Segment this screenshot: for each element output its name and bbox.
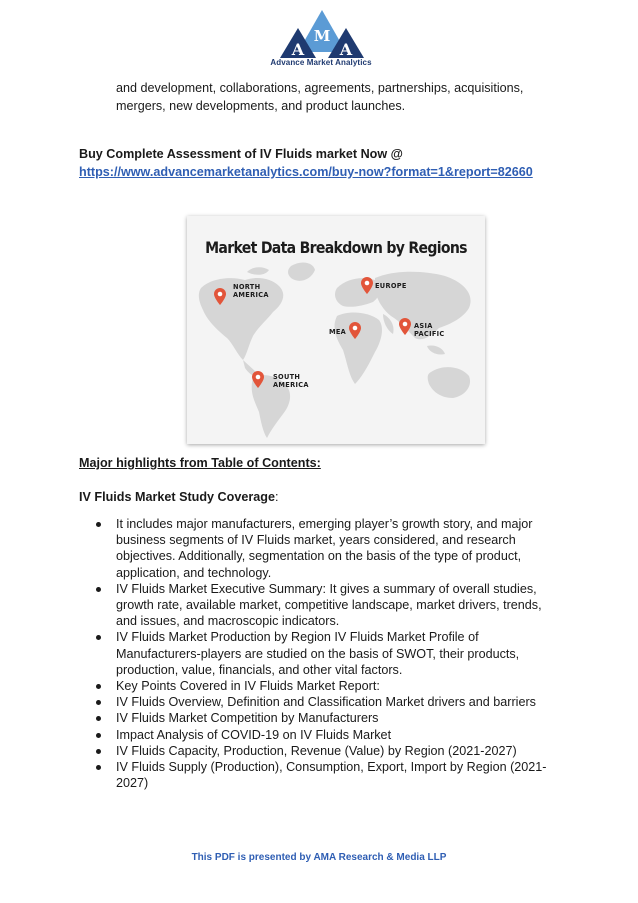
list-item: Key Points Covered in IV Fluids Market Report: — [79, 678, 559, 694]
list-item: IV Fluids Market Production by Region IV Fluids Market Profile of Manufacturers-players are studied on the basis of SWOT, their products, production, value, financials, and other vital factors. — [79, 629, 559, 678]
region-label-south-america — [273, 373, 309, 389]
list-item: IV Fluids Market Executive Summary: It gives a summary of overall studies, growth rate, available market, competitive landscape, market drivers, trends, and issues, and macroscopic indicators. — [79, 581, 559, 630]
location-pin-icon — [399, 318, 411, 335]
region-label-line: ASIA — [414, 322, 433, 330]
location-pin-icon — [252, 371, 264, 388]
region-label-line: MEA — [329, 328, 347, 336]
region-label-europe — [375, 282, 407, 290]
region-label-line: NORTH — [233, 283, 261, 291]
logo-caption: Advance Market Analytics — [270, 58, 372, 67]
coverage-suffix: : — [274, 490, 279, 504]
list-item: IV Fluids Market Competition by Manufacturers — [79, 710, 559, 726]
coverage-heading — [79, 490, 278, 504]
map-title: Market Data Breakdown by Regions — [205, 238, 467, 257]
region-label-line: PACIFIC — [414, 330, 445, 338]
location-pin-icon — [361, 277, 373, 294]
buy-title: Buy Complete Assessment of IV Fluids market Now @ — [79, 147, 403, 161]
region-label-line: AMERICA — [273, 381, 309, 389]
region-label-asia-pacific — [414, 322, 445, 338]
location-pin-icon — [349, 322, 361, 339]
list-item: IV Fluids Overview, Definition and Classification Market drivers and barriers — [79, 694, 559, 710]
location-pin-icon — [214, 288, 226, 305]
buy-link[interactable]: https://www.advancemarketanalytics.com/buy-now?format=1&report=82660 — [79, 165, 533, 179]
market-map-image — [187, 216, 485, 444]
intro-paragraph: and development, collaborations, agreements, partnerships, acquisitions, mergers, new developments, and product launches. — [116, 81, 524, 113]
region-label-north-america — [233, 283, 269, 299]
list-item: IV Fluids Supply (Production), Consumption, Export, Import by Region (2021-2027) — [79, 759, 559, 791]
list-item: IV Fluids Capacity, Production, Revenue (Value) by Region (2021-2027) — [79, 743, 559, 759]
logo-letter-middle: M — [313, 27, 331, 45]
coverage-list — [79, 516, 559, 791]
list-item: It includes major manufacturers, emerging player’s growth story, and major business segments of IV Fluids market, years considered, and research objectives. Additionally, segmentation on the basis of the type of product, application, and technology. — [79, 516, 559, 581]
logo-letter-left: A — [291, 40, 305, 59]
region-label-line: EUROPE — [375, 282, 407, 290]
list-item: Impact Analysis of COVID-19 on IV Fluids Market — [79, 727, 559, 743]
toc-heading: Major highlights from Table of Contents: — [79, 456, 321, 470]
logo-letter-right: A — [339, 40, 353, 59]
footer-credit: This PDF is presented by AMA Research & Media LLP — [191, 852, 447, 863]
region-label-mea — [329, 328, 346, 336]
region-label-line: AMERICA — [233, 291, 269, 299]
coverage-title: IV Fluids Market Study Coverage — [79, 490, 275, 504]
region-label-line: SOUTH — [273, 373, 301, 381]
